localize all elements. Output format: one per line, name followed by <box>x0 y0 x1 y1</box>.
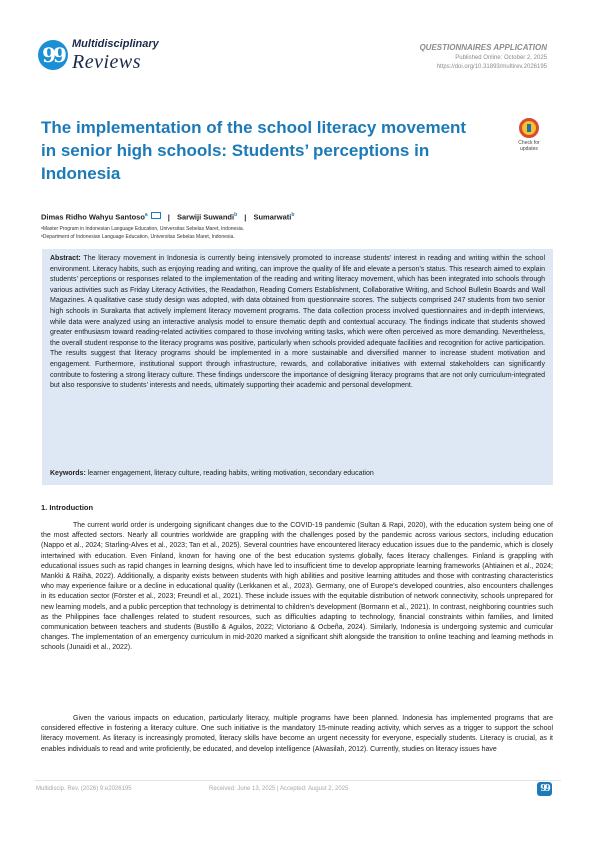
keywords <box>50 469 545 479</box>
published-date: Published Online: October 2, 2025 <box>455 55 547 61</box>
abstract <box>50 254 545 392</box>
author-separator: | <box>167 212 170 222</box>
author-name[interactable]: Sarwiji Suwandi <box>176 212 235 222</box>
author-affiliation-mark: a <box>144 212 148 218</box>
footer-divider <box>34 780 561 781</box>
affiliation-a: ᵃMaster Program in Indonesian Language Education, Universitas Sebelas Maret, Indonesia. <box>41 226 245 232</box>
journal-name-small: Multidisciplinary <box>72 38 159 50</box>
article-type: QUESTIONNAIRES APPLICATION <box>419 43 547 52</box>
author-name[interactable]: Sumarwati <box>253 212 292 222</box>
journal-name-large: Reviews <box>72 51 142 73</box>
footer-logo-icon: 99 <box>537 782 552 796</box>
crossmark-icon <box>519 118 539 138</box>
email-icon[interactable] <box>151 212 161 219</box>
author-affiliation-mark: b <box>291 212 295 218</box>
keywords-label: Keywords: <box>50 470 86 477</box>
check-for-updates-button[interactable] <box>511 118 547 158</box>
footer-dates: Received: June 13, 2025 | Accepted: August 2, 2025 <box>209 786 349 792</box>
body-paragraph: The current world order is undergoing significant changes due to the COVID-19 pandemic (Sultan & Rapi, 2020), with the education system being one of the most affected sectors. Nearly all countries worldwide are grappling with the challenges posed by the pandemic across various sectors, including education (Nappo et al., 2024; Starling-Alves et al., 2023; Tan et al., 2025). Several countries have encountered literacy education issues due to the pandemic, which is closely intertwined with education. Even Finland, known for having one of the best education systems globally, faces literacy challenges. Finland is grappling with educational issues such as rapid changes in learning designs, which have led to insufficient time to develop appropriate learning frameworks (Ahtiainen et al., 2024; Mankki & Räihä, 2022). Additionally, a disparity exists between students with high abilities and positive learning attitudes and those with contrasting characteristics who may experience failure or a decline in educational quality (Lerkkanen et al., 2023). Germany, one of Europe’s developed countries, also encounters challenges in its education sector (Förster et al., 2023; Freundl et al., 2021). These include issues with the equitable distribution of network connectivity, schools unprepared for new learning models, and a public perception that technology is detrimental to children’s development (Bormann et al., 2021). In contrast, neighboring countries such as the Philippines face challenges related to student resources, such as difficulties adapting to technology, financial constraints within families, and limited communication between teachers and students (Bustillo & Aguilos, 2022; Victoriano & Ocbeña, 2024). Similarly, Indonesia is undergoing systemic and curricular changes. The implementation of an emergency curriculum in mid-2020 marked a significant shift alongside the transition to online teaching and learning methods in schools (Junaidi et al., 2022). <box>41 522 553 652</box>
keywords-list: learner engagement, literacy culture, reading habits, writing motivation, secondary education <box>87 470 374 477</box>
section-heading: 1. Introduction <box>41 503 94 512</box>
author-separator: | <box>244 212 247 222</box>
paper-title: The implementation of the school literacy movement in senior high schools: Students’ perceptions in Indonesia <box>41 118 467 183</box>
abstract-label: Abstract: <box>50 255 81 262</box>
author-affiliation-mark: b <box>234 212 238 218</box>
author-list <box>41 210 294 223</box>
doi-link[interactable]: https://doi.org/10.31893/multirev.2026195 <box>436 64 547 70</box>
affiliation-b: ᵇDepartment of Indonesian Language Education, Universitas Sebelas Maret, Indonesia. <box>41 234 235 240</box>
abstract-body: The literacy movement in Indonesia is currently being intensively promoted to increase students’ interest in reading and writing within the school environment. Literacy habits, such as enjoying reading and writing, can improve the quality of life and elevate a person’s status. This research aimed to explain students’ perceptions or responses related to the implementation of the reading and writing literacy movement, which has been integrated into schools through various activities such as Friday Literacy Activities, the Readathon, Reading Corners Establishment, Collaborative Writing, and School Bulletin Boards and Wall Magazines. A qualitative case study design was adopted, with data obtained from questionnaire scores. The subjects comprised 247 students from two senior high schools in Surakarta that actively implement literacy movement programs. The data collection process involved questionnaires and in-depth interviews, while data were analyzed using an interactive analysis model to ensure thematic depth and contextual accuracy. The findings indicate that students showed greater enthusiasm toward reading-related activities compared to those involving writing tasks, which were often perceived as more demanding. Nevertheless, the overall student response to the literacy programs was positive, particularly when schools provided adequate facilities and recognition for active participation. The results suggest that literacy programs should be implemented in a more sustainable and diversified manner to increase student motivation and engagement. Furthermore, institutional support through infrastructure, rewards, and collaborative initiatives with external stakeholders can significantly contribute to fostering a strong literacy culture. These findings underscore the importance of designing literacy programs that are not only curriculum-integrated but also responsive to students’ interests and needs, ultimately supporting their academic and personal development. <box>50 255 545 390</box>
body-paragraph: Given the various impacts on education, particularly literacy, multiple programs have been planned. Indonesia has implemented programs that are considered effective in fostering a literacy culture. One such initiative is the mandatory 15-minute reading activity, which serves as a trigger to support the school literacy movement. As literacy is increasingly promoted, literacy skills have become an urgent necessity for everyone, especially students. Literacy is crucial, as it enables individuals to read and write proficiently, be educated, and develop intelligence (Alwasilah, 2012). Currently, studies on literacy issues have <box>41 715 553 753</box>
footer-citation: Multidiscip. Rev. (2026) 9:e2026195 <box>36 786 132 792</box>
crossmark-label: Check for updates <box>518 140 540 152</box>
journal-logo-icon: 99 <box>38 40 68 70</box>
author-name[interactable]: Dimas Ridho Wahyu Santoso <box>41 212 145 222</box>
